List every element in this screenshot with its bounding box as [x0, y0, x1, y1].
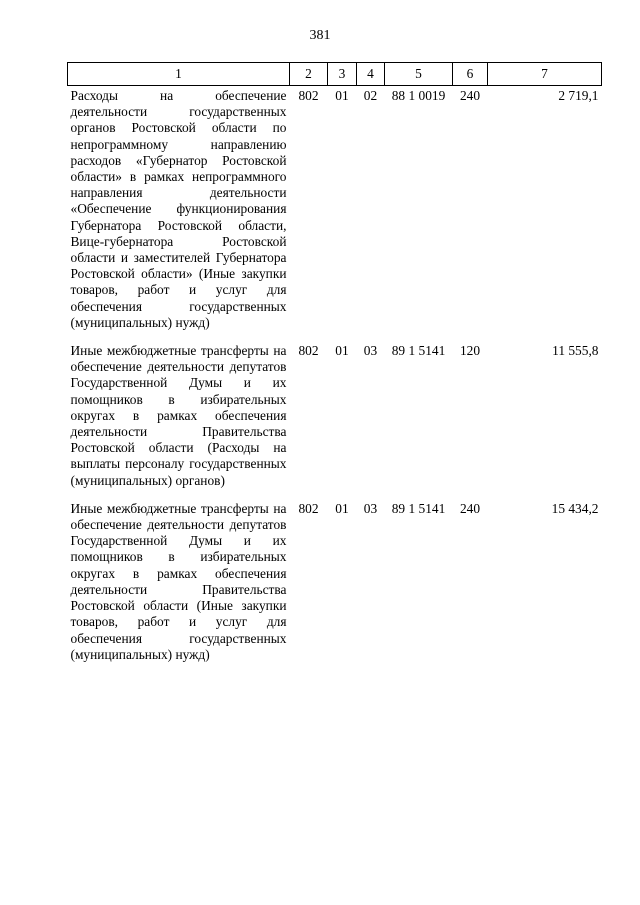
row-ministry-code: 802	[298, 343, 319, 359]
column-header-2: 2	[290, 63, 328, 86]
row-ministry-code: 802	[298, 500, 319, 516]
row-section-code: 01	[335, 500, 349, 516]
table-row	[68, 341, 602, 499]
row-description: Иные межбюджетные трансферты на обеспечение деятельности депутатов Государственной Думы и их помощников в избирательных округах в рамках обеспечения деятельности Правительства Ростовской области (Расходы на выплаты персоналу государственных (муниципальных) органов)	[70, 343, 287, 488]
column-header-3: 3	[328, 63, 357, 86]
header-row	[68, 63, 602, 86]
table-row	[68, 499, 602, 673]
row-amount: 2 719,1	[558, 88, 599, 103]
row-target-article: 89 1 5141	[391, 343, 446, 359]
column-header-1: 1	[68, 63, 290, 86]
row-subsection-code: 02	[363, 88, 378, 103]
row-expense-type: 240	[459, 88, 481, 103]
row-section-code: 01	[335, 88, 349, 103]
row-amount: 11 555,8	[552, 343, 599, 359]
row-subsection-code: 03	[363, 343, 378, 359]
column-header-6: 6	[453, 63, 488, 86]
table-row	[68, 86, 602, 342]
row-ministry-code: 802	[298, 88, 319, 103]
row-target-article: 89 1 5141	[391, 500, 446, 516]
row-amount: 15 434,2	[551, 500, 599, 516]
column-header-7: 7	[488, 63, 602, 86]
column-header-5: 5	[385, 63, 453, 86]
row-expense-type: 240	[459, 500, 481, 516]
budget-table	[67, 62, 602, 673]
column-header-4: 4	[357, 63, 385, 86]
row-section-code: 01	[335, 343, 349, 359]
row-target-article: 88 1 0019	[391, 88, 446, 103]
row-description: Иные межбюджетные трансферты на обеспечение деятельности депутатов Государственной Думы и их помощников в избирательных округах в рамках обеспечения деятельности Правительства Ростовской области (Иные закупки товаров, работ и услуг для обеспечения государственных (муниципальных) нужд)	[70, 500, 287, 662]
row-subsection-code: 03	[363, 500, 378, 516]
page-number: 381	[309, 28, 331, 43]
row-description: Расходы на обеспечение деятельности государственных органов Ростовской области по непрограммному направлению расходов «Губернатор Ростовской области» в рамках непрограммного направления деятельности «Обеспечение функционирования Губернатора Ростовской области, Вице-губернатора Ростовской области и заместителей Губернатора Ростовской области» (Иные закупки товаров, работ и услуг для обеспечения государственных (муниципальных) нужд)	[70, 88, 287, 330]
row-expense-type: 120	[459, 343, 481, 359]
